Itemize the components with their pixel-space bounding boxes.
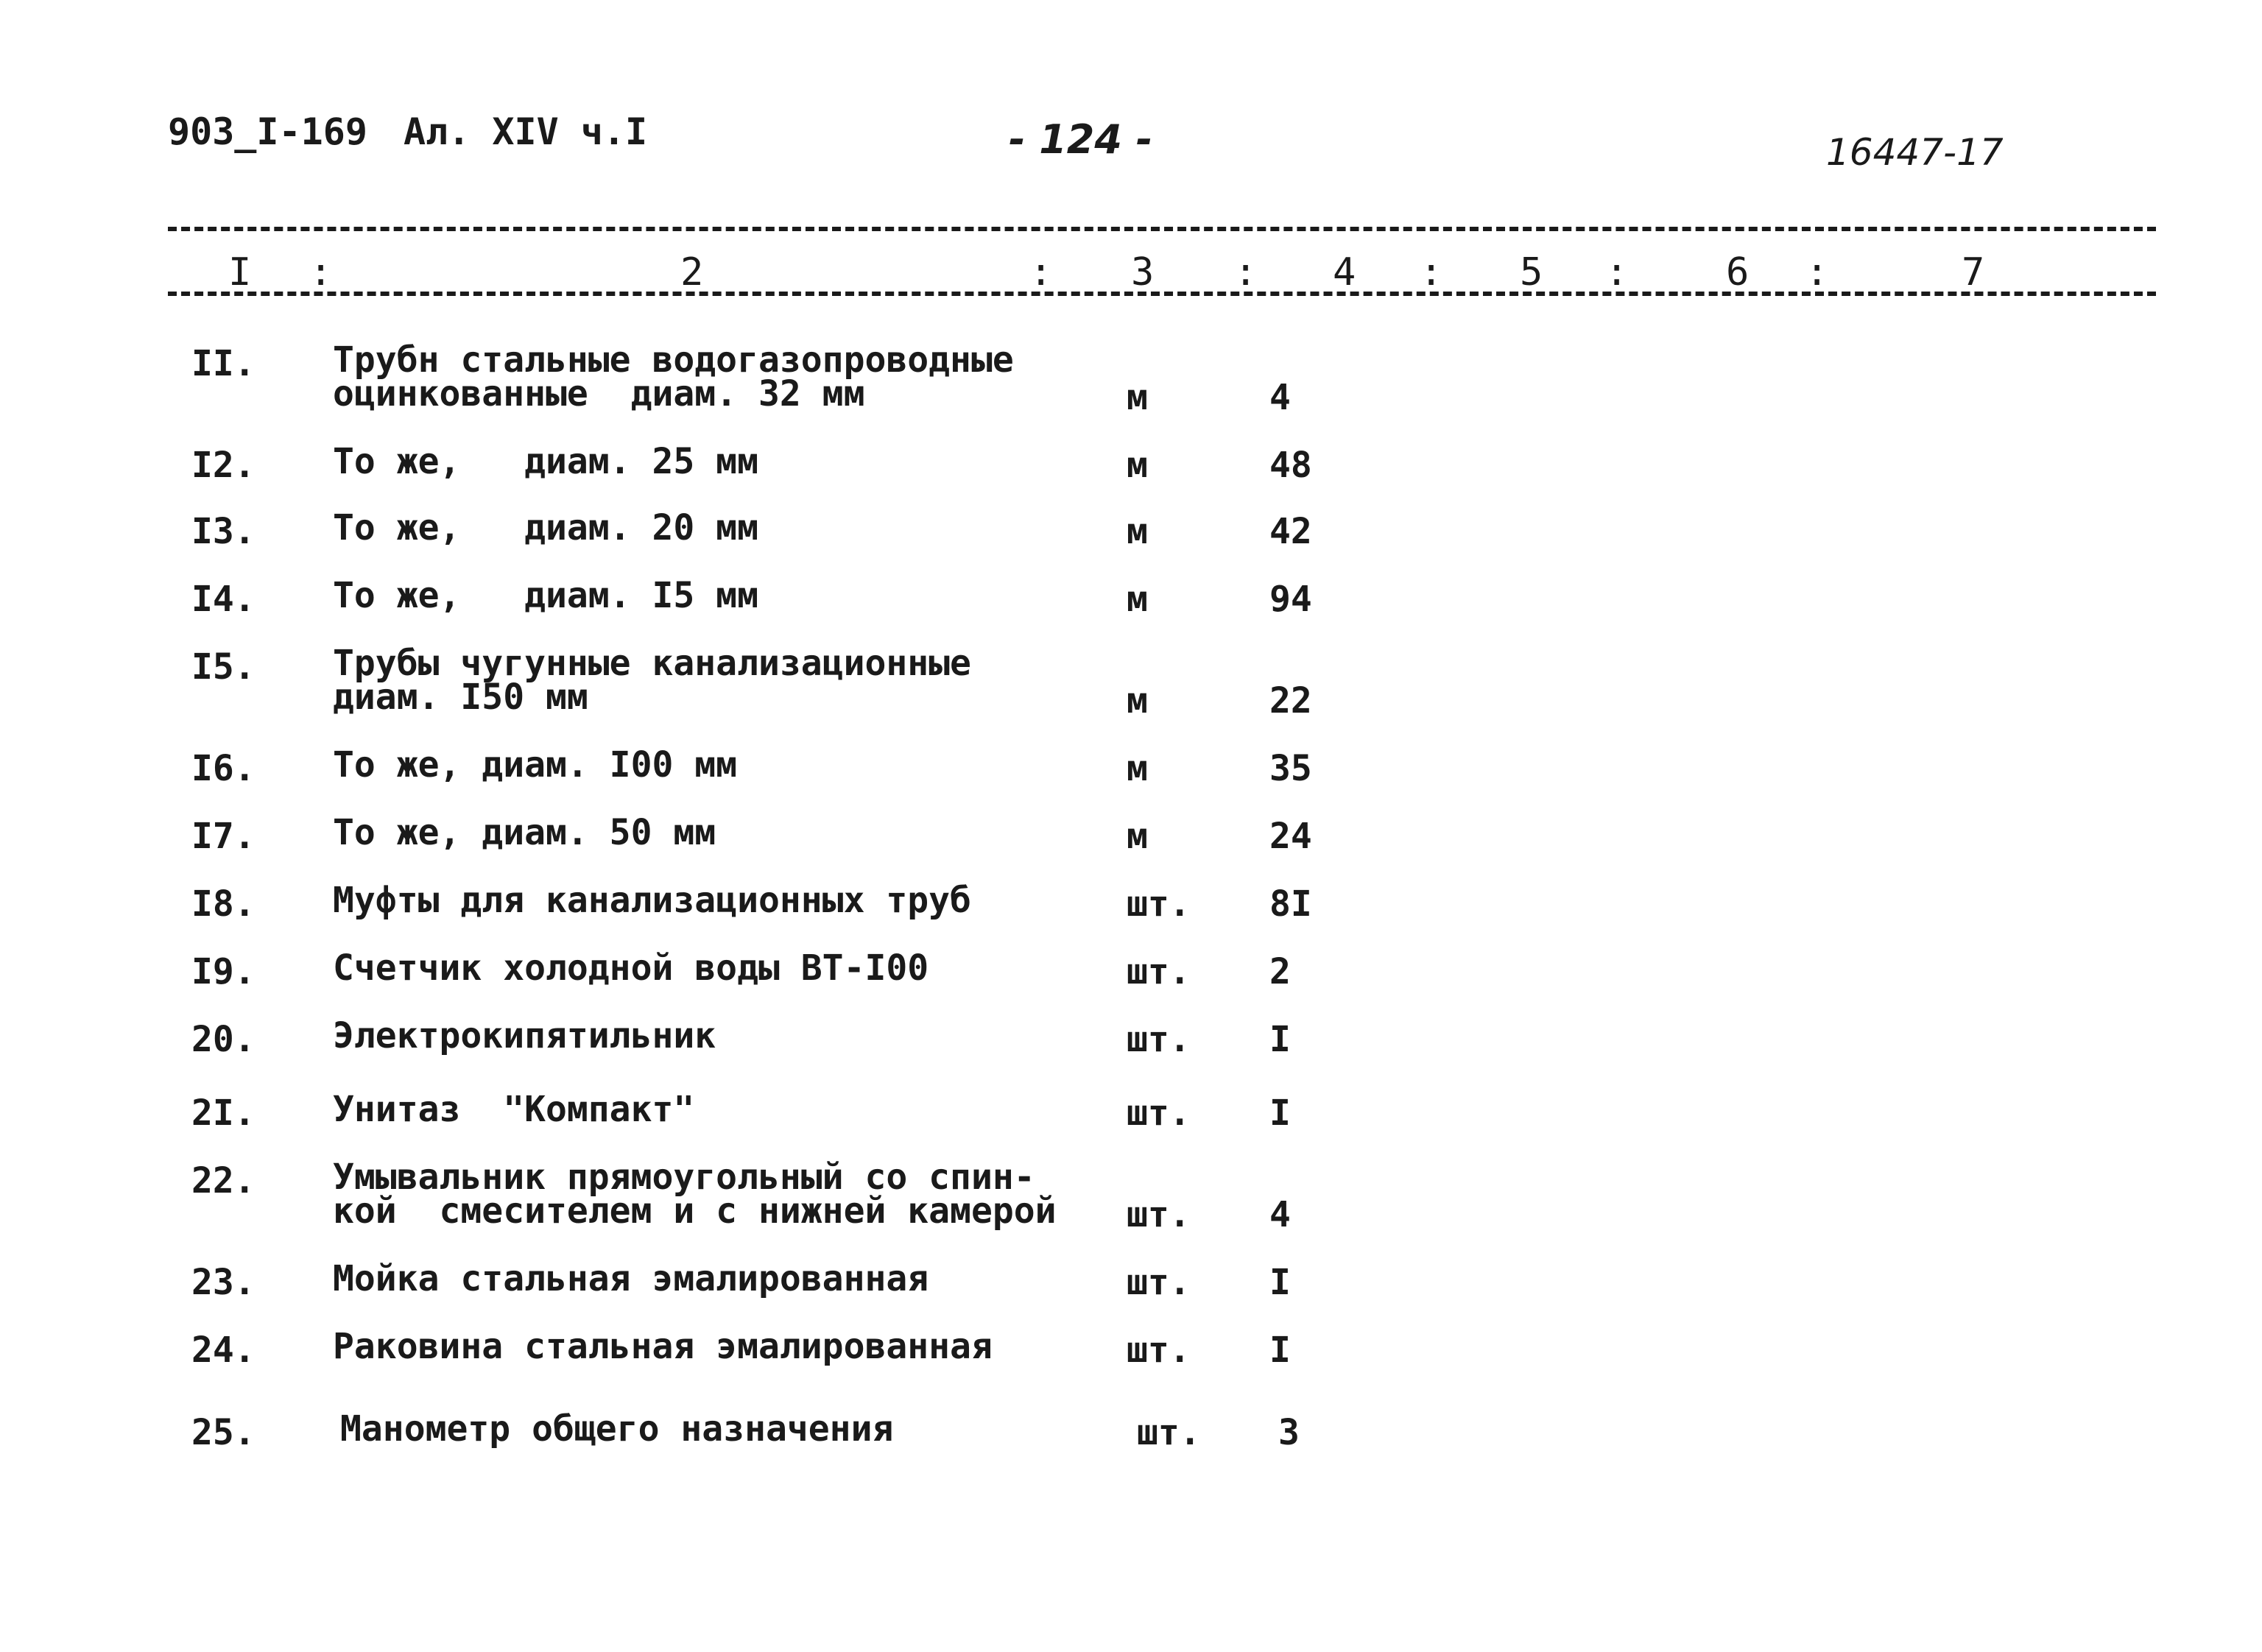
item-name: Трубы чугунные канализационные диам. I50 мм [333,643,971,718]
item-unit: м [1127,816,1148,857]
item-name: Манометр общего назначения [340,1408,894,1450]
column-7-label: 7 [1962,250,1985,294]
row-number: I7. [191,816,256,857]
row-number: 22. [191,1160,256,1201]
column-separator: : [309,250,333,294]
column-5-label: 5 [1520,250,1543,294]
item-name: Счетчик холодной воды ВТ-I00 [333,947,929,989]
item-name: Муфты для канализационных труб [333,880,971,921]
item-name: То же, диам. 50 мм [333,812,716,853]
column-separator: : [1029,250,1053,294]
page-number: - 124 - [1009,116,1153,163]
item-name: Электрокипятильник [333,1015,716,1056]
document-code: 903_I-169 [168,110,367,153]
item-unit: шт. [1127,951,1191,992]
item-name: То же, диам. 20 мм [333,507,758,548]
row-number: I5. [191,646,256,688]
top-dashed-rule [168,227,2156,231]
item-unit: шт. [1127,1092,1191,1134]
item-quantity: I [1269,1019,1291,1060]
row-number: 20. [191,1019,256,1060]
row-number: 23. [191,1262,256,1303]
row-number: I3. [191,511,256,552]
item-unit: шт. [1127,883,1191,925]
item-quantity: 94 [1269,579,1312,620]
item-quantity: 35 [1269,748,1312,789]
row-number: I4. [191,579,256,620]
item-quantity: 2 [1269,951,1291,992]
row-number: II. [191,343,256,384]
item-quantity: 42 [1269,511,1312,552]
item-quantity: 24 [1269,816,1312,857]
item-name: Трубн стальные водогазопроводные оцинкованные диам. 32 мм [333,339,1014,414]
item-quantity: I [1269,1262,1291,1303]
item-name: Умывальник прямоугольный со спин- кой смесителем и с нижней камерой [333,1157,1057,1232]
item-quantity: 4 [1269,377,1291,418]
column-2-label: 2 [680,250,704,294]
item-unit: м [1127,511,1148,552]
item-name: То же, диам. I5 мм [333,575,758,616]
item-quantity: 48 [1269,445,1312,486]
column-separator: : [1605,250,1629,294]
row-number: 2I. [191,1092,256,1134]
item-name: Мойка стальная эмалированная [333,1258,929,1299]
item-unit: шт. [1127,1019,1191,1060]
item-name: Унитаз "Компакт" [333,1089,695,1130]
item-unit: м [1127,680,1148,721]
item-unit: м [1127,579,1148,620]
row-number: 25. [191,1412,256,1453]
item-quantity: 4 [1269,1194,1291,1235]
item-unit: шт. [1127,1194,1191,1235]
item-quantity: 3 [1278,1412,1300,1453]
column-separator: : [1420,250,1443,294]
item-quantity: 8I [1269,883,1312,925]
item-unit: шт. [1127,1330,1191,1371]
item-name: То же, диам. 25 мм [333,441,758,482]
column-4-label: 4 [1333,250,1356,294]
column-6-label: 6 [1726,250,1750,294]
item-unit: шт. [1137,1412,1201,1453]
item-unit: м [1127,748,1148,789]
column-3-label: 3 [1131,250,1155,294]
item-unit: м [1127,377,1148,418]
item-name: То же, диам. I00 мм [333,744,738,786]
column-separator: : [1234,250,1258,294]
item-unit: м [1127,445,1148,486]
item-unit: шт. [1127,1262,1191,1303]
row-number: I2. [191,445,256,486]
row-number: I6. [191,748,256,789]
column-separator: : [1805,250,1829,294]
row-number: I8. [191,883,256,925]
album-label: Ал. XIV ч.I [404,110,648,153]
document-number: 16447-17 [1826,131,2004,174]
row-number: I9. [191,951,256,992]
item-quantity: I [1269,1330,1291,1371]
item-quantity: 22 [1269,680,1312,721]
row-number: 24. [191,1330,256,1371]
header-dashed-rule [168,292,2156,296]
item-quantity: I [1269,1092,1291,1134]
item-name: Раковина стальная эмалированная [333,1326,993,1367]
column-1-label: I [228,250,252,294]
